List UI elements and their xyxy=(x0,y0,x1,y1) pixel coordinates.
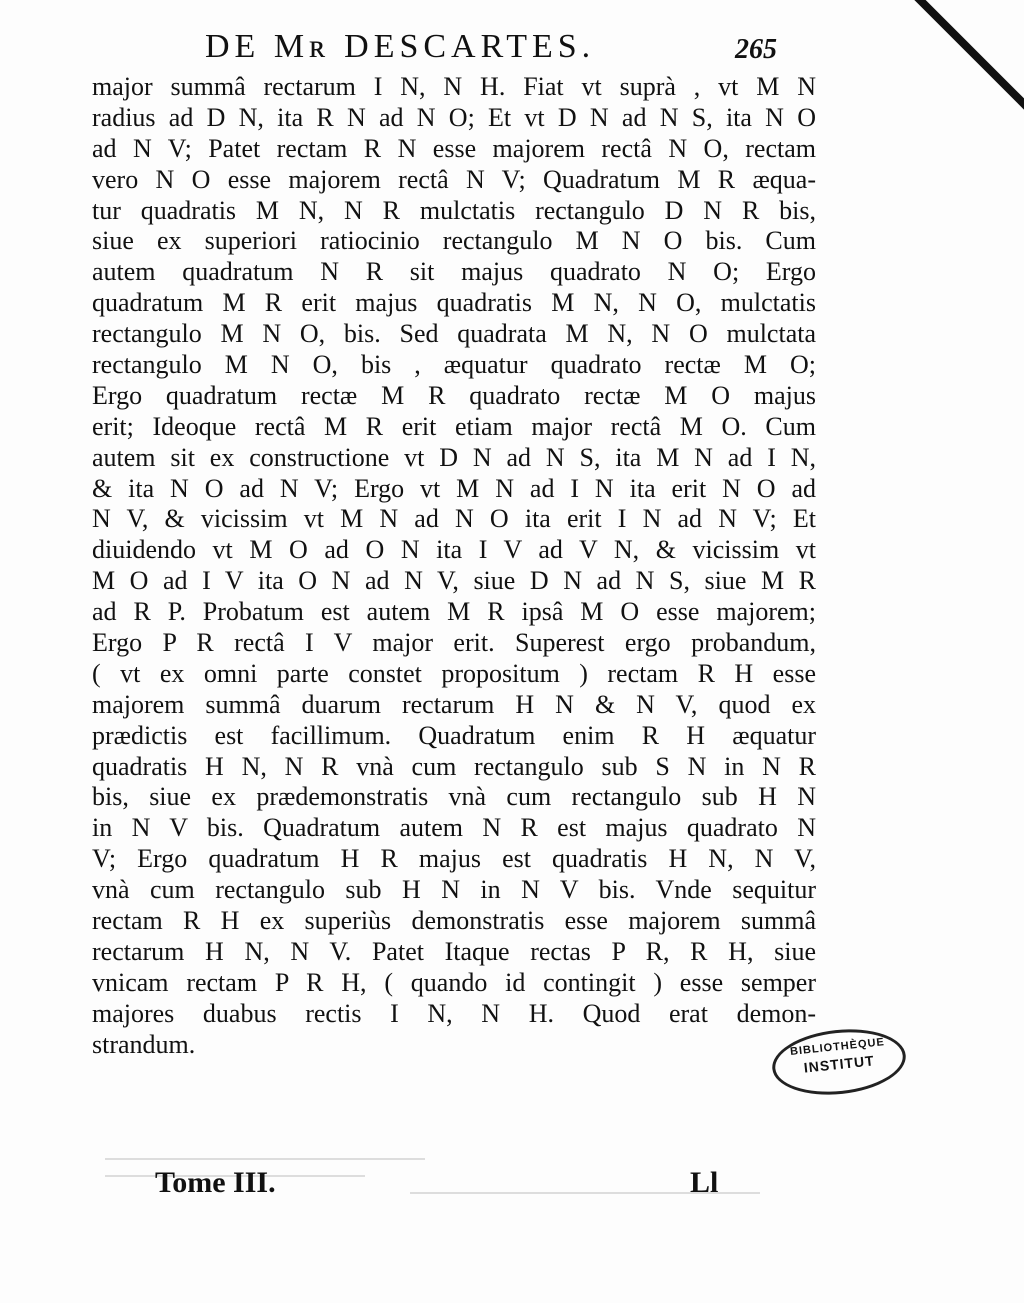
stamp-top-text: BIBLIOTHÈQUE xyxy=(789,1036,886,1059)
text-line: rectam R H ex superiùs demonstratis esse majorem summâ xyxy=(92,906,816,936)
text-line: Ergo quadratum rectæ M R quadrato rectæ M O majus xyxy=(92,380,816,410)
text-line: ( vt ex omni parte constet propositum ) rectam R H esse xyxy=(92,658,816,688)
text-line: autem sit ex constructione vt D N ad N S, ita M N ad I N, xyxy=(92,442,816,472)
text-line: diuidendo vt M O ad O N ita I V ad V N, & vicissim vt xyxy=(92,535,816,565)
body-text xyxy=(92,72,816,1061)
text-line-last: strandum. xyxy=(92,1029,196,1059)
text-line: ad N V; Patet rectam R N esse majorem rectâ N O, rectam xyxy=(92,133,816,163)
text-line: majorem summâ duarum rectarum H N & N V, quod ex xyxy=(92,689,816,719)
text-line: erit; Ideoque rectâ M R erit etiam major rectâ M O. Cum xyxy=(92,411,816,441)
text-line: Ergo P R rectâ I V major erit. Superest ergo probandum, xyxy=(92,628,816,658)
text-line: rectarum H N, N V. Patet Itaque rectas P R, R H, siue xyxy=(92,936,816,966)
text-line: rectangulo M N O, bis , æquatur quadrato rectæ M O; xyxy=(92,350,816,380)
text-line: & ita N O ad N V; Ergo vt M N ad I N ita erit N O ad xyxy=(92,473,816,503)
text-line: in N V bis. Quadratum autem N R est majus quadrato N xyxy=(92,813,816,843)
text-line: prædictis est facillimum. Quadratum enim R H æquatur xyxy=(92,720,816,750)
text-line: M O ad I V ita O N ad N V, siue D N ad N S, siue M R xyxy=(92,566,816,596)
text-line: siue ex superiori ratiocinio rectangulo M N O bis. Cum xyxy=(92,226,816,256)
stamp-bottom-text: INSTITUT xyxy=(803,1052,876,1076)
text-line: bis, siue ex prædemonstratis vnà cum rectangulo sub H N xyxy=(92,782,816,812)
text-line: vnicam rectam P R H, ( quando id contingit ) esse semper xyxy=(92,967,816,997)
text-line: major summâ rectarum I N, N H. Fiat vt suprà , vt M N xyxy=(92,72,816,101)
text-line: vero N O esse majorem rectâ N V; Quadratum M R æqua- xyxy=(92,164,816,194)
bleed-through-line xyxy=(105,1158,425,1160)
text-line: V; Ergo quadratum H R majus est quadratis H N, N V, xyxy=(92,844,816,874)
volume-label: Tome III. xyxy=(155,1166,276,1199)
page-number: 265 xyxy=(735,34,777,65)
text-line: N V, & vicissim vt M N ad N O ita erit I N ad N V; Et xyxy=(92,504,816,534)
text-line: radius ad D N, ita R N ad N O; Et vt D N ad N S, ita N O xyxy=(92,102,816,132)
text-line: quadratum M R erit majus quadratis M N, N O, mulctatis xyxy=(92,288,816,318)
text-line: ad R P. Probatum est autem M R ipsâ M O esse majorem; xyxy=(92,597,816,627)
text-line: majores duabus rectis I N, N H. Quod erat demon- xyxy=(92,998,816,1028)
text-line: tur quadratis M N, N R mulctatis rectangulo D N R bis, xyxy=(92,195,816,225)
scan-corner-mark xyxy=(898,0,1024,110)
text-line: vnà cum rectangulo sub H N in N V bis. Vnde sequitur xyxy=(92,875,816,905)
text-line: quadratis H N, N R vnà cum rectangulo sub S N in N R xyxy=(92,751,816,781)
text-line: rectangulo M N O, bis. Sed quadrata M N, N O mulctata xyxy=(92,319,816,349)
running-head: DE Mʀ DESCARTES. xyxy=(205,28,596,65)
signature-mark: Ll xyxy=(690,1166,719,1199)
text-line: autem quadratum N R sit majus quadrato N O; Ergo xyxy=(92,257,816,287)
